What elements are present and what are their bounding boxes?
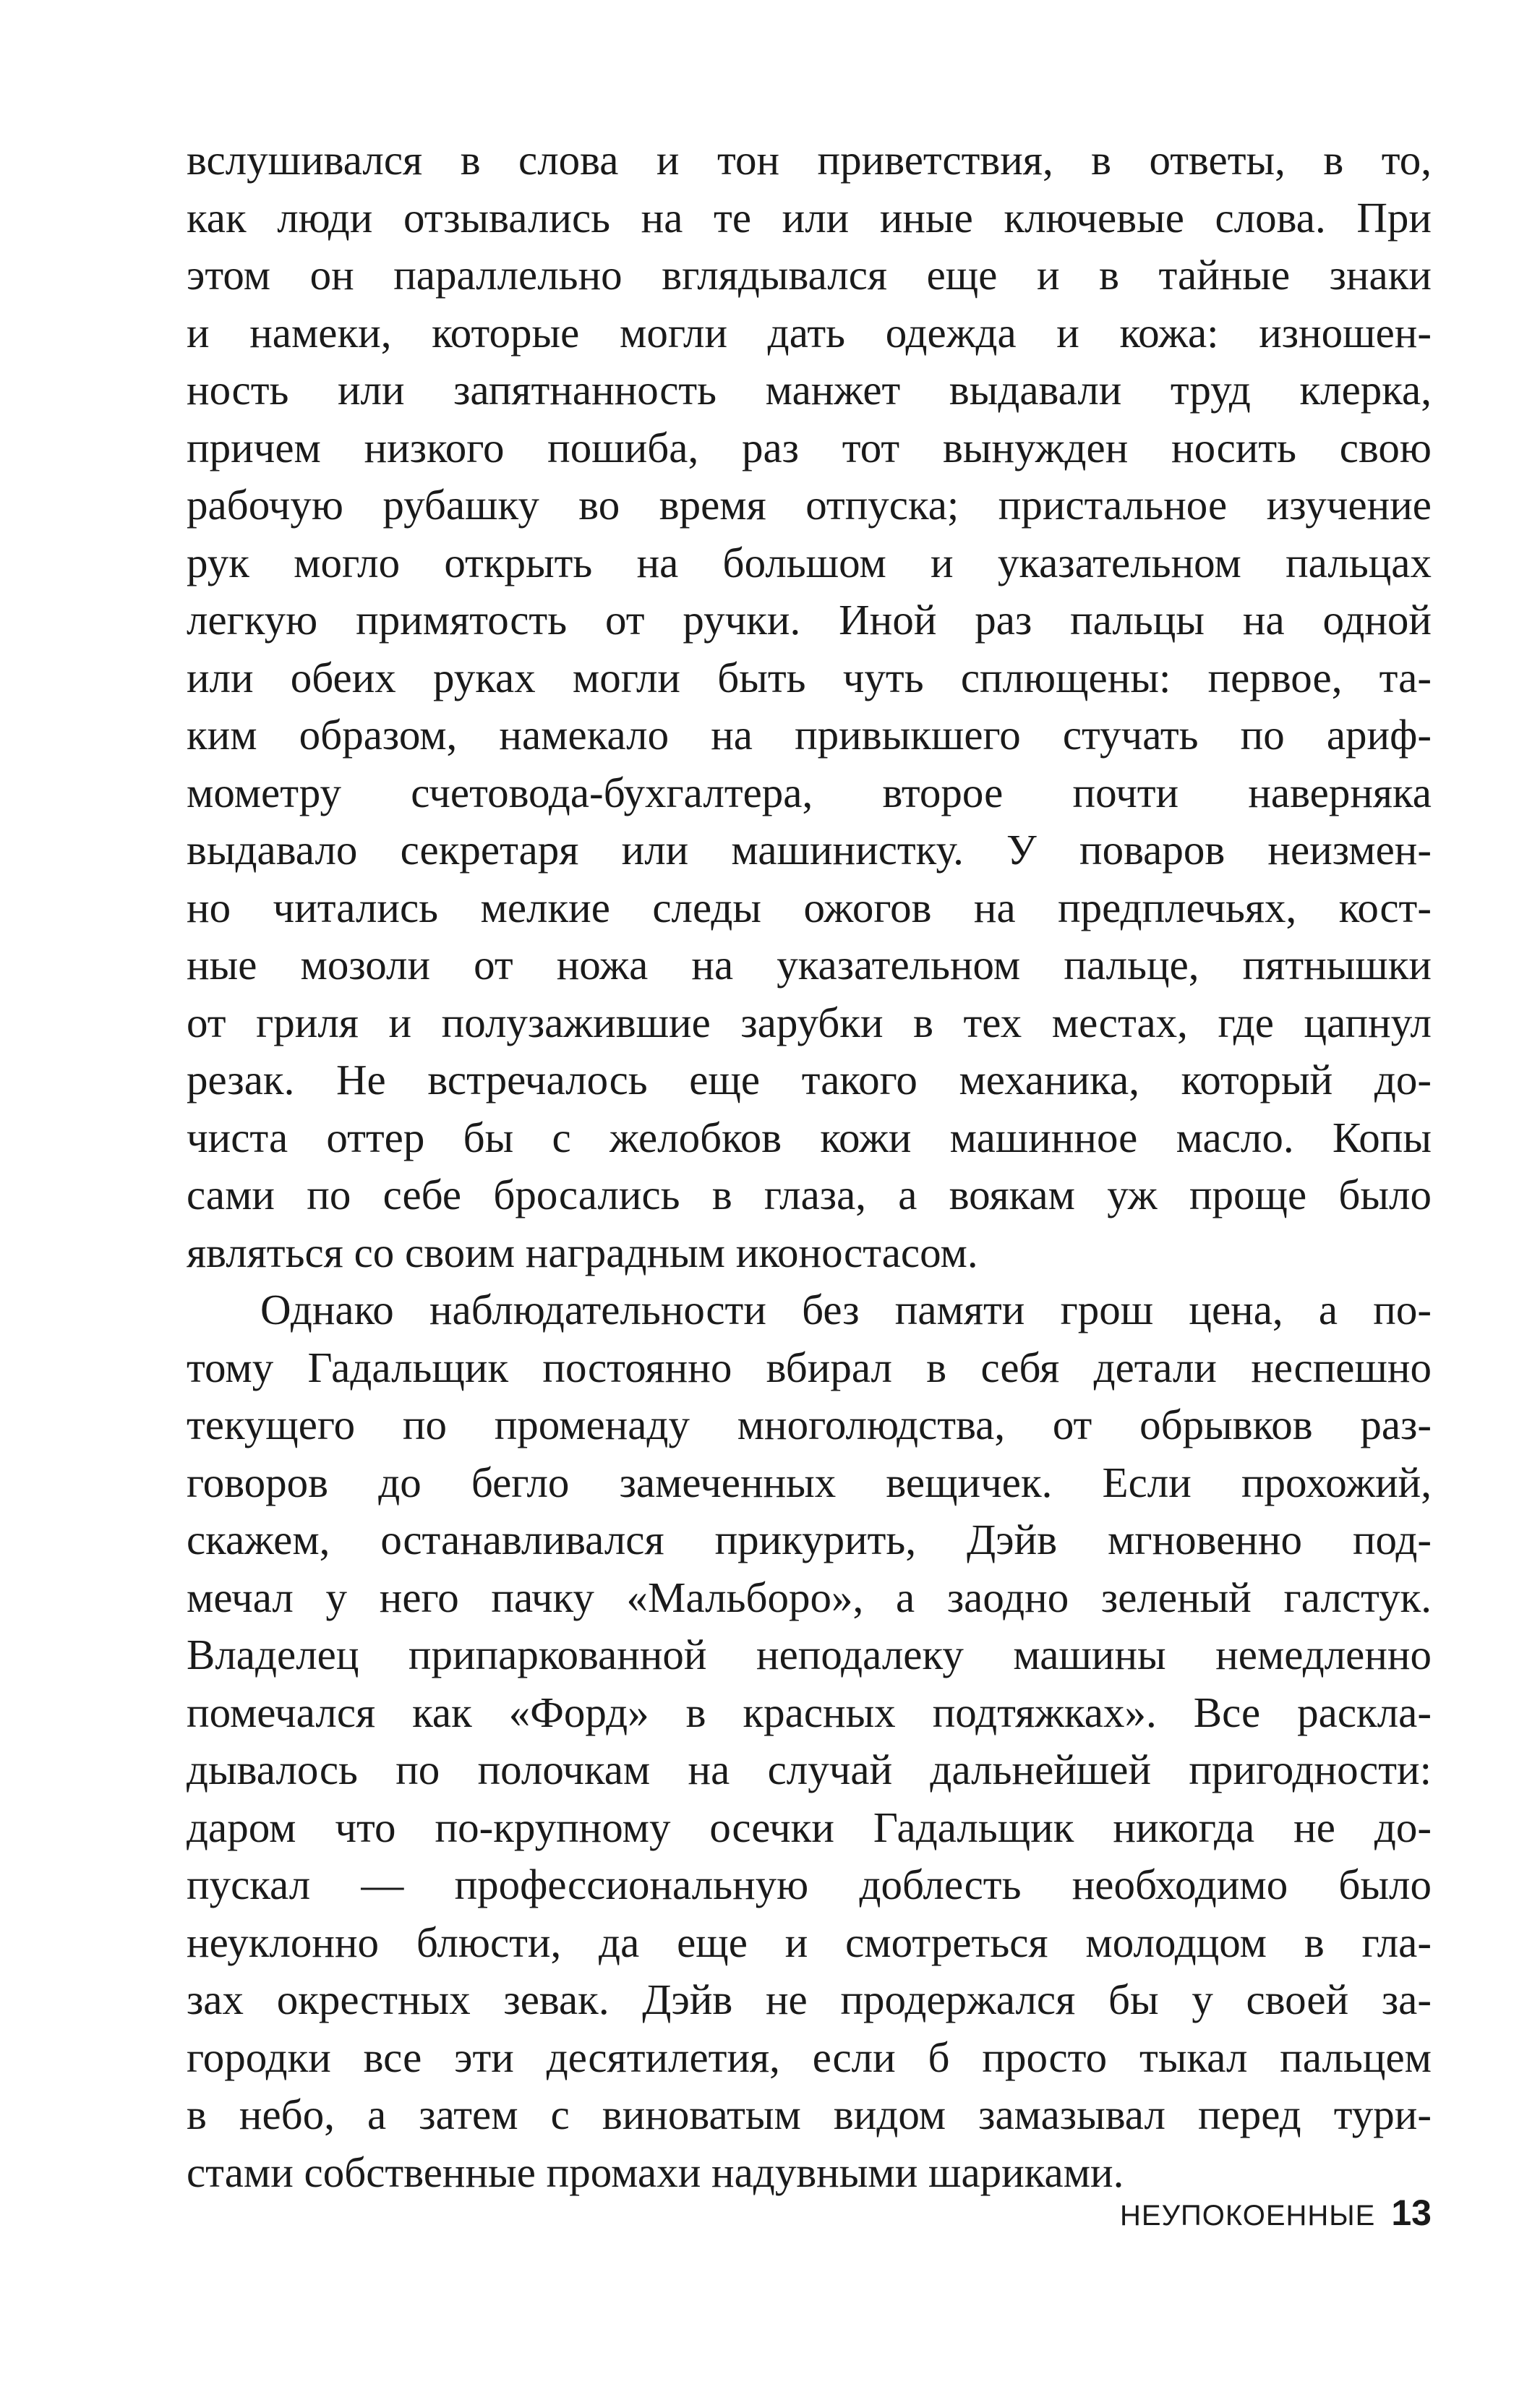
text-line: текущего по променаду многолюдства, от обрывков раз-	[187, 1401, 1432, 1448]
text-line: выдавало секретаря или машинистку. У поваров неизмен-	[187, 826, 1432, 874]
text-line: рук могло открыть на большом и указательном пальцах	[187, 538, 1432, 586]
text-line: даром что по-крупному осечки Гадальщик никогда не до-	[187, 1803, 1432, 1851]
text-line: скажем, останавливался прикурить, Дэйв мгновенно под-	[187, 1516, 1432, 1563]
text-line: зах окрестных зевак. Дэйв не продержался бы у своей за-	[187, 1976, 1432, 2023]
running-head: НЕУПОКОЕННЫЕ	[1120, 2200, 1376, 2232]
text-line: как люди отзывались на те или иные ключевые слова. При	[187, 193, 1432, 242]
page-number: 13	[1391, 2193, 1432, 2233]
text-line: и намеки, которые могли дать одежда и кожа: изношен-	[187, 308, 1432, 357]
text-line: причем низкого пошиба, раз тот вынужден носить свою	[187, 423, 1432, 471]
text-line: стами собственные промахи надувными шариками.	[187, 2148, 1124, 2196]
text-line: мометру счетовода-бухгалтера, второе почти наверняка	[187, 768, 1432, 816]
text-line: Однако наблюдательности без памяти грош цена, а по-	[260, 1286, 1432, 1333]
text-line: говоров до бегло замеченных вещичек. Если прохожий,	[187, 1458, 1432, 1506]
text-line: этом он параллельно вглядывался еще и в тайные знаки	[187, 251, 1432, 299]
text-line: тому Гадальщик постоянно вбирал в себя детали неспешно	[187, 1343, 1432, 1391]
text-line: помечался как «Форд» в красных подтяжках». Все раскла-	[187, 1688, 1432, 1736]
text-line: пускал — профессиональную доблесть необходимо было	[187, 1861, 1432, 1908]
text-line: мечал у него пачку «Мальборо», а заодно зеленый галстук.	[187, 1573, 1432, 1621]
text-line: Владелец припаркованной неподалеку машины немедленно	[187, 1631, 1432, 1678]
text-line: дывалось по полочкам на случай дальнейшей пригодности:	[187, 1746, 1432, 1793]
page-footer	[1120, 2191, 1432, 2234]
text-line: городки все эти десятилетия, если б просто тыкал пальцем	[187, 2033, 1432, 2081]
body-text	[187, 132, 1432, 2201]
text-line: от гриля и полузажившие зарубки в тех местах, где цапнул	[187, 998, 1432, 1046]
text-line: но читались мелкие следы ожогов на предплечьях, кост-	[187, 883, 1432, 931]
text-line: вслушивался в слова и тон приветствия, в ответы, в то,	[187, 136, 1432, 184]
text-line: ность или запятнанность манжет выдавали труд клерка,	[187, 366, 1432, 414]
text-line: ные мозоли от ножа на указательном пальце, пятнышки	[187, 941, 1432, 989]
text-line: легкую примятость от ручки. Иной раз пальцы на одной	[187, 596, 1432, 644]
text-line: или обеих руках могли быть чуть сплющены: первое, та-	[187, 653, 1432, 701]
text-line: резак. Не встречалось еще такого механика, который до-	[187, 1056, 1432, 1103]
text-line: являться со своим наградным иконостасом.	[187, 1228, 978, 1276]
text-line: неуклонно блюсти, да еще и смотреться молодцом в гла-	[187, 1918, 1432, 1966]
text-line: рабочую рубашку во время отпуска; пристальное изучение	[187, 481, 1432, 529]
text-line: чиста оттер бы с желобков кожи машинное масло. Копы	[187, 1113, 1432, 1161]
text-line: сами по себе бросались в глаза, а воякам уж проще было	[187, 1171, 1432, 1218]
text-line: ким образом, намекало на привыкшего стучать по ариф-	[187, 711, 1432, 759]
text-line: в небо, а затем с виноватым видом замазывал перед тури-	[187, 2091, 1432, 2138]
